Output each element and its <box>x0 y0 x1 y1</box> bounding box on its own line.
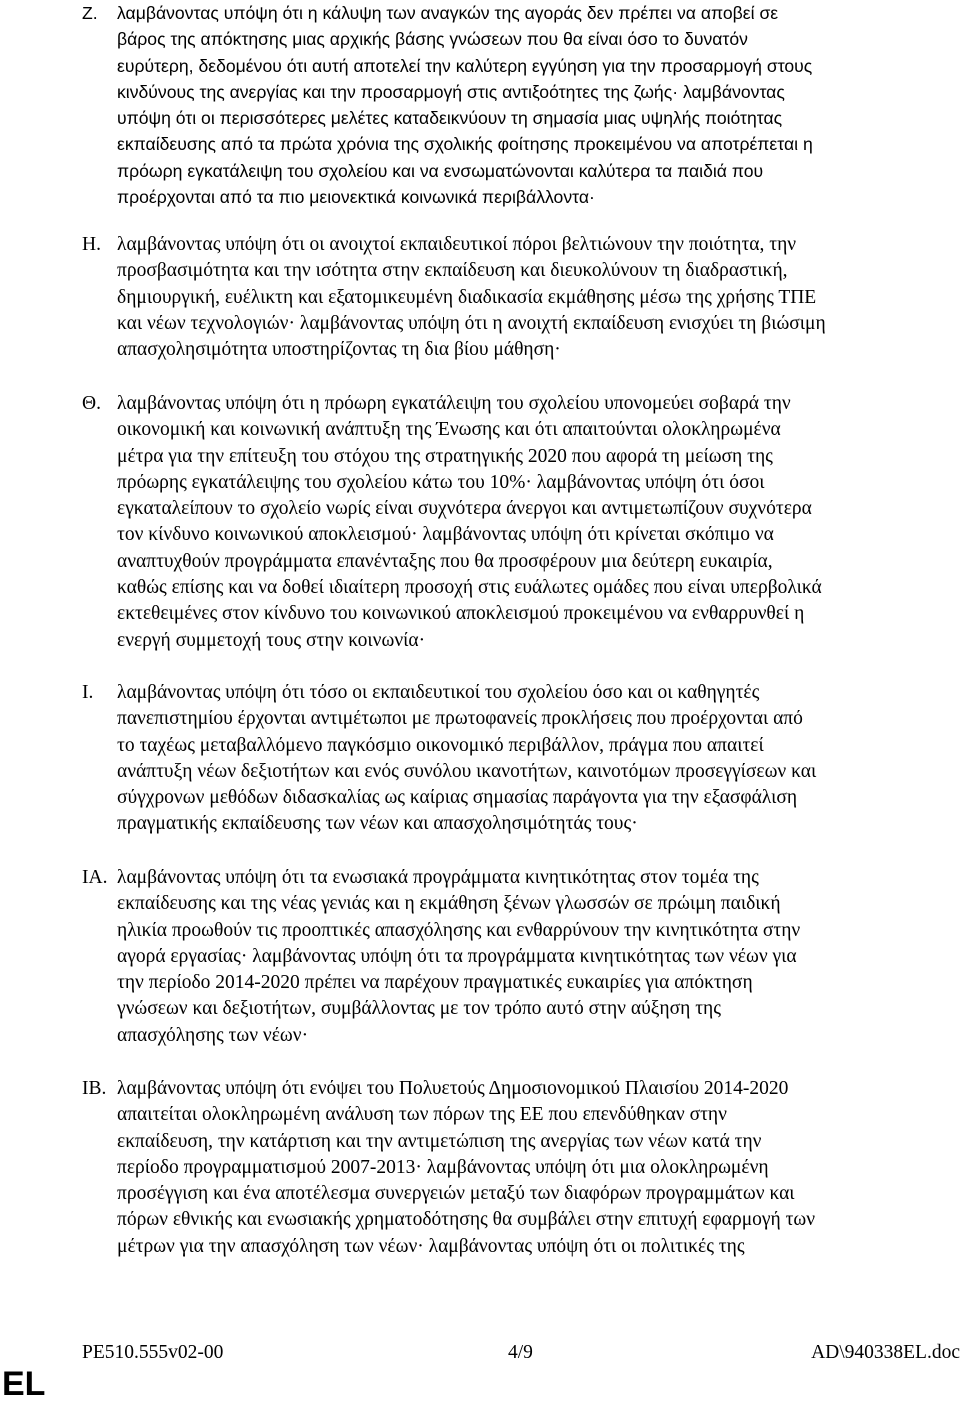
text-line: προσβασιμότητα και την ισότητα στην εκπαίδευση και διευκολύνουν τη διαδραστική, <box>117 260 788 282</box>
recital-text <box>117 1076 960 1260</box>
text-line: γνώσεων και δεξιοτήτων, συμβάλλοντας με τον τρόπο αυτό στην αύξηση της <box>117 998 721 1020</box>
text-line: το ταχέως μεταβαλλόμενο παγκόσμιο οικονομικό περιβάλλον, πράγμα που απαιτεί <box>117 734 764 756</box>
document-reference: PE510.555v02-00 <box>82 1342 224 1363</box>
text-line: λαμβάνοντας υπόψη ότι τα ενωσιακά προγράμματα κινητικότητας στον τομέα της <box>117 867 759 888</box>
text-line: απασχολησιμότητα υποστηρίζοντας τη δια βίου μάθηση· <box>117 339 561 361</box>
text-line: ανάπτυξη νέων δεξιοτήτων και ενός συνόλου ικανοτήτων, καινοτόμων προσεγγίσεων και <box>117 760 817 782</box>
page-number: 4/9 <box>508 1342 533 1363</box>
text-line: πραγματικής εκπαίδευσης των νέων και απασχολησιμότητάς τους· <box>117 813 638 835</box>
text-line: προέρχονται από τα πιο μειονεκτικά κοινωνικά περιβάλλοντα· <box>117 187 595 208</box>
recital-label: Ζ. <box>82 3 98 23</box>
text-line: οικονομική και κοινωνική ανάπτυξη της Ένωσης και ότι απαιτούνται ολοκληρωμένα <box>117 419 781 441</box>
text-line: μέτρα για την επίτευξη του στόχου της στρατηγικής 2020 που αφορά τη μείωση της <box>117 445 773 467</box>
text-line: ενεργή συμμετοχή τους στην κοινωνία· <box>117 629 426 651</box>
text-line: λαμβάνοντας υπόψη ότι η πρόωρη εγκατάλειψη του σχολείου υπονομεύει σοβαρά την <box>117 393 791 414</box>
text-line: εκπαίδευση, την κατάρτιση και την αντιμετώπιση της ανεργίας των νέων κατά την <box>117 1130 762 1152</box>
text-line: λαμβάνοντας υπόψη ότι ενόψει του Πολυετούς Δημοσιονομικού Πλαισίου 2014-2020 <box>117 1078 789 1099</box>
language-code: EL <box>2 1365 46 1403</box>
text-line: την περίοδο 2014-2020 πρέπει να παρέχουν πραγματικές ευκαιρίες για απόκτηση <box>117 972 753 994</box>
text-line: αναπτυχθούν προγράμματα επανένταξης που θα προσφέρουν μια δεύτερη ευκαιρία, <box>117 550 773 572</box>
recital-label: ΙΑ. <box>82 867 108 888</box>
text-line: καθώς επίσης και να δοθεί ιδιαίτερη προσοχή στις ευάλωτες ομάδες που είναι υπερβολικά <box>117 577 822 599</box>
text-line: λαμβάνοντας υπόψη ότι η κάλυψη των αναγκών της αγοράς δεν πρέπει να αποβεί σε <box>117 3 779 23</box>
recital-text <box>117 865 960 1049</box>
text-line: εκπαίδευσης από τα πρώτα χρόνια της σχολικής φοίτησης προκειμένου να αποτρέπεται η <box>117 134 813 155</box>
text-line: πρόωρης εγκατάλειψης του σχολείου κάτω του 10%· λαμβάνοντας υπόψη ότι όσοι <box>117 471 765 493</box>
text-line: απασχόλησης των νέων· <box>117 1024 309 1046</box>
recital-label: Θ. <box>82 393 101 414</box>
text-line: εκτεθειμένες στον κίνδυνο του κοινωνικού αποκλεισμού προκειμένου να ενθαρρυνθεί η <box>117 603 805 625</box>
text-line: απαιτείται ολοκληρωμένη ανάλυση των πόρων της ΕΕ που επενδύθηκαν στην <box>117 1104 727 1126</box>
text-line: και νέων τεχνολογιών· λαμβάνοντας υπόψη ότι η ανοιχτή εκπαίδευση ενισχύει τη βιώσιμη <box>117 312 826 334</box>
recital-label: Η. <box>82 234 101 255</box>
page-footer <box>0 1340 960 1366</box>
recital-text <box>117 680 960 838</box>
text-line: πανεπιστημίου έρχονται αντιμέτωποι με πρωτοφανείς προκλήσεις που προέρχονται από <box>117 708 803 730</box>
recital-label: Ι. <box>82 682 94 703</box>
text-line: προσέγγιση και ένα αποτέλεσμα συνεργειών μεταξύ των διαφόρων προγραμμάτων και <box>117 1183 795 1205</box>
text-line: ηλικία προωθούν τις προοπτικές απασχόλησης και ενθαρρύνουν την κινητικότητα στην <box>117 919 801 941</box>
recital-text <box>117 232 960 363</box>
text-line: αγορά εργασίας· λαμβάνοντας υπόψη ότι τα προγράμματα κινητικότητας των νέων για <box>117 945 797 967</box>
document-filename: AD\940338EL.doc <box>811 1342 960 1363</box>
text-line: πόρων εθνικής και ενωσιακής χρηματοδότησης θα συμβάλει στην επιτυχή εφαρμογή των <box>117 1209 816 1231</box>
recital-text <box>117 0 960 210</box>
text-line: ευρύτερη, δεδομένου ότι αυτή αποτελεί την καλύτερη εγγύηση για την προσαρμογή στους <box>117 55 813 76</box>
text-line: εγκαταλείπουν το σχολείο νωρίς είναι συχνότερα άνεργοι και αντιμετωπίζουν συχνότερα <box>117 498 812 520</box>
text-line: κινδύνους της ανεργίας και την προσαρμογή στις αντιξοότητες της ζωής· λαμβάνοντας <box>117 81 785 102</box>
text-line: εκπαίδευσης και της νέας γενιάς και η εκμάθηση ξένων γλωσσών σε πρώιμη παιδική <box>117 893 781 915</box>
recital-text <box>117 391 960 654</box>
text-line: τον κίνδυνο κοινωνικού αποκλεισμού· λαμβάνοντας υπόψη ότι κρίνεται σκόπιμο να <box>117 524 774 546</box>
text-line: βάρος της απόκτησης μιας αρχικής βάσης γνώσεων που θα είναι όσο το δυνατόν <box>117 29 748 50</box>
text-line: δημιουργική, ευέλικτη και εξατομικευμένη διαδικασία εκμάθησης μέσω της χρήσης ΤΠΕ <box>117 286 817 308</box>
text-line: μέτρων για την απασχόληση των νέων· λαμβάνοντας υπόψη ότι οι πολιτικές της <box>117 1235 745 1257</box>
text-line: σύγχρονων μεθόδων διδασκαλίας ως καίριας σημασίας παράγοντα για την εξασφάλιση <box>117 787 798 809</box>
recital-label: ΙΒ. <box>82 1078 107 1099</box>
text-line: λαμβάνοντας υπόψη ότι τόσο οι εκπαιδευτικοί του σχολείου όσο και οι καθηγητές <box>117 682 760 703</box>
text-line: λαμβάνοντας υπόψη ότι οι ανοιχτοί εκπαιδευτικοί πόροι βελτιώνουν την ποιότητα, την <box>117 234 797 255</box>
text-line: πρόωρη εγκατάλειψη του σχολείου και να ενσωματώνονται καλύτερα τα παιδιά που <box>117 160 764 181</box>
text-line: περίοδο προγραμματισμού 2007-2013· λαμβάνοντας υπόψη ότι μια ολοκληρωμένη <box>117 1156 769 1178</box>
text-line: υπόψη ότι οι περισσότερες μελέτες καταδεικνύουν τη σημασία μιας υψηλής ποιότητας <box>117 108 783 129</box>
